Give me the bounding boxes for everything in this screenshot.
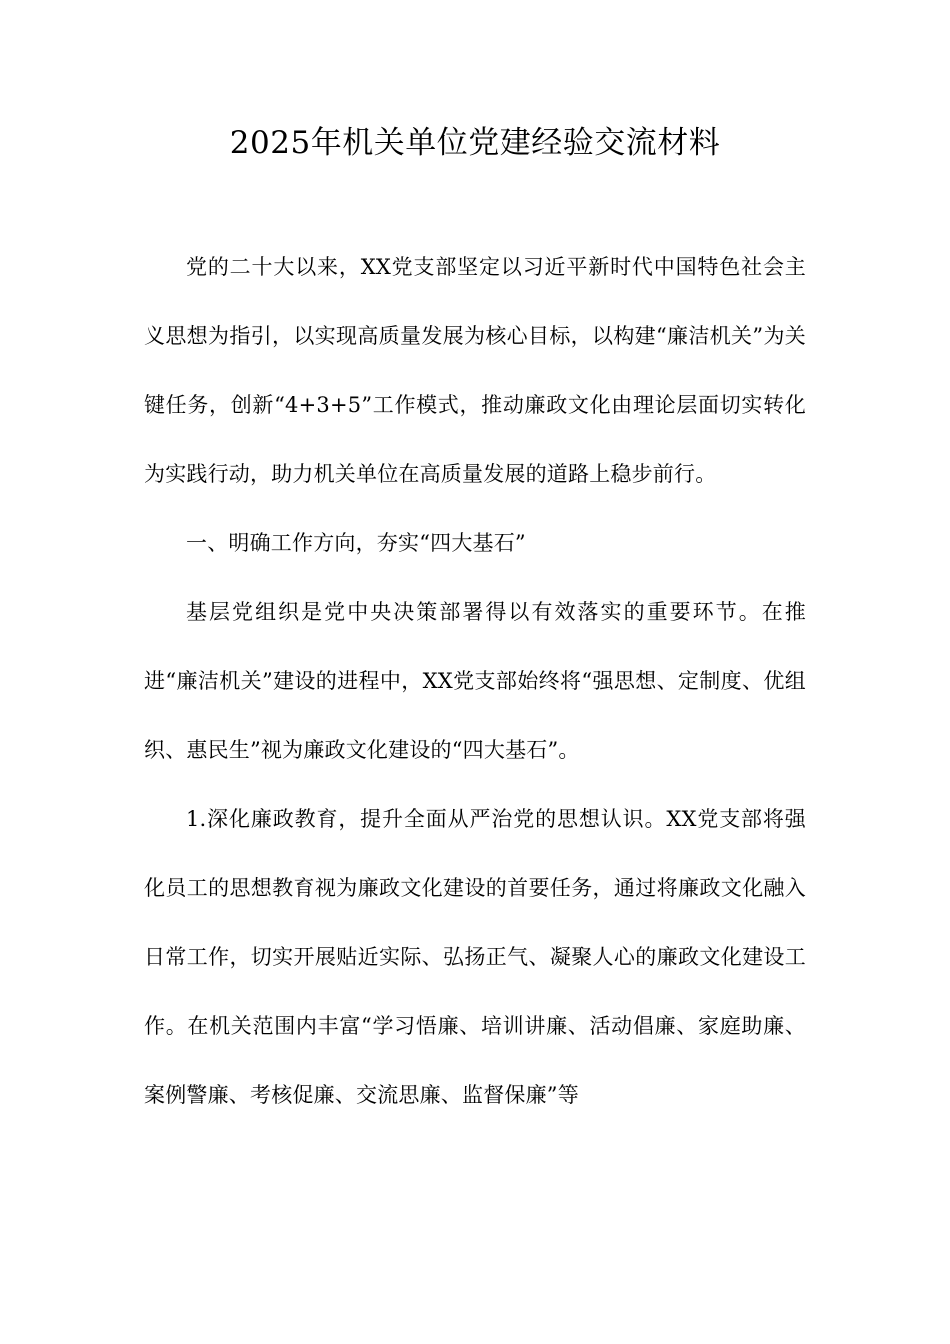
section-heading: 一、明确工作方向，夯实“四大基石” [186,531,526,555]
subsection-paragraph: 1.深化廉政教育，提升全面从严治党的思想认识。XX党支部将强化员工的思想教育视为廉政文化建设的首要任务，通过将廉政文化融入日常工作，切实开展贴近实际、弘扬正气、凝聚人心的廉政文化建设工作。在机关范围内丰富“学习悟廉、培训讲廉、活动倡廉、家庭助廉、案例警廉、考核促廉、交流思廉、监督保廉”等 [144,807,806,1107]
document-title: 2025年机关单位党建经验交流材料 [229,125,721,161]
document-body [144,233,806,1130]
intro-paragraph: 党的二十大以来，XX党支部坚定以习近平新时代中国特色社会主义思想为指引，以实现高质量发展为核心目标，以构建“廉洁机关”为关键任务，创新“4+3+5”工作模式，推动廉政文化由理论层面切实转化为实践行动，助力机关单位在高质量发展的道路上稳步前行。 [144,255,806,486]
section-paragraph: 基层党组织是党中央决策部署得以有效落实的重要环节。在推进“廉洁机关”建设的进程中，XX党支部始终将“强思想、定制度、优组织、惠民生”视为廉政文化建设的“四大基石”。 [144,600,806,762]
